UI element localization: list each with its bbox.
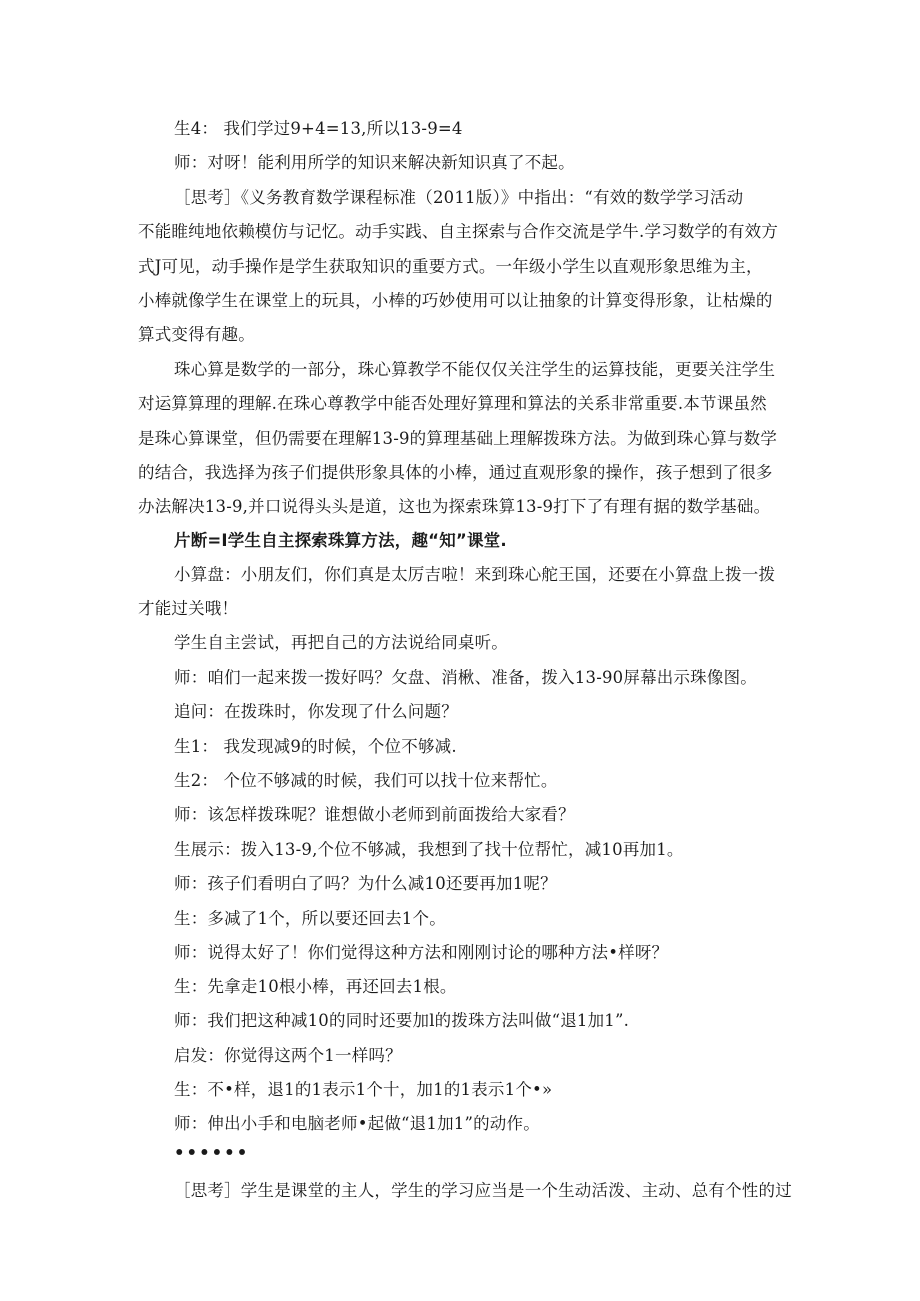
body-paragraph-line: 是珠心算课堂，但仍需要在理解13-9的算理基础上理解拨珠方法。为做到珠心算与数学 (138, 429, 778, 448)
dialogue-line: 生：不•样，退1的1表示1个十，加1的1表示1个•» (174, 1080, 553, 1099)
dialogue-line: 才能过关哦！ (138, 599, 239, 618)
reflection-paragraph-line: 不能睢纯地依赖模仿与记忆。动手实践、自主探索与合作交流是学牛.学习数学的有效方 (138, 222, 779, 241)
dialogue-line: 师：说得太好了！你们觉得这种方法和刚刚讨论的哪种方法•样呀？ (174, 943, 669, 962)
dialogue-line: 追问：在拨珠时，你发现了什么问题？ (174, 702, 458, 721)
reflection-paragraph-line: ［思考］学生是课堂的主人，学生的学习应当是一个生动活泼、主动、总有个性的过 (174, 1181, 792, 1200)
body-paragraph-line: 对运算算理的理解.在珠心尊教学中能否处理好算理和算法的关系非常重要.本节课虽然 (138, 394, 767, 413)
dialogue-line: 启发：你觉得这两个1一样吗？ (174, 1046, 402, 1065)
dialogue-line: 生2： 个位不够减的时候，我们可以找十位来帮忙。 (174, 771, 558, 790)
dialogue-line: 学生自主尝试，再把自己的方法说给同桌听。 (174, 633, 508, 652)
dialogue-line: 生1： 我发现减9的时候，个位不够减. (174, 737, 457, 756)
dialogue-line: 生展示：拨入13-9,个位不够减，我想到了找十位帮忙，减10再加1。 (174, 840, 684, 859)
dialogue-line: 生：多减了1个，所以要还回去1个。 (174, 909, 446, 928)
dialogue-line: 生4： 我们学过9+4=13,所以13-9=4 (174, 119, 463, 138)
reflection-paragraph-line: 算式变得有趣。 (138, 325, 255, 344)
dialogue-line: 师：我们把这种减10的同时还要加l的拨珠方法叫做“退1加1”. (174, 1011, 630, 1030)
body-paragraph-line: 办法解决13-9,并口说得头头是道，这也为探索珠算13-9打下了有理有据的数学基础。 (138, 497, 771, 516)
dialogue-line: 生：先拿走10根小棒，再还回去1根。 (174, 977, 457, 996)
body-paragraph-line: 珠心算是数学的一部分，珠心算教学不能仅仅关注学生的运算技能，更要关注学生 (174, 360, 776, 379)
reflection-paragraph-line: 式J可见，动手操作是学生获取知识的重要方式。一年级小学生以直观形象思维为主， (138, 257, 763, 276)
section-heading: 片断=I学生自主探索珠算方法，趣“知”课堂. (174, 531, 507, 550)
reflection-paragraph-line: 小棒就像学生在课堂上的玩具，小棒的巧妙使用可以让抽象的计算变得形象，让枯燥的 (138, 291, 773, 310)
dialogue-line: 师：孩子们看明白了吗？为什么减10还要再加1呢？ (174, 874, 557, 893)
reflection-paragraph-line: ［思考］《义务教育数学课程标准（2011版）》中指出：“有效的数学学习活动 (174, 188, 744, 207)
dialogue-line: 师：对呀！能利用所学的知识来解决新知识真了不起。 (174, 153, 575, 172)
body-paragraph-line: 的结合，我选择为孩子们提供形象具体的小棒，通过直观形象的操作，孩子想到了很多 (138, 463, 773, 482)
dialogue-line: 师：伸出小手和电脑老师•起做“退1加1”的动作。 (174, 1114, 540, 1133)
dialogue-line: 师：该怎样拨珠呢？谁想做小老师到前面拨给大家看？ (174, 805, 575, 824)
ellipsis-dots: •••••• (174, 1143, 250, 1162)
dialogue-line: 师：咱们一起来拨一拨好吗？攵盘、消楸、准备，拨入13-90屏幕出示珠像图。 (174, 668, 757, 687)
dialogue-line: 小算盘：小朋友们，你们真是太厉吉啦！来到珠心舵王国，还要在小算盘上拨一拨 (174, 565, 776, 584)
